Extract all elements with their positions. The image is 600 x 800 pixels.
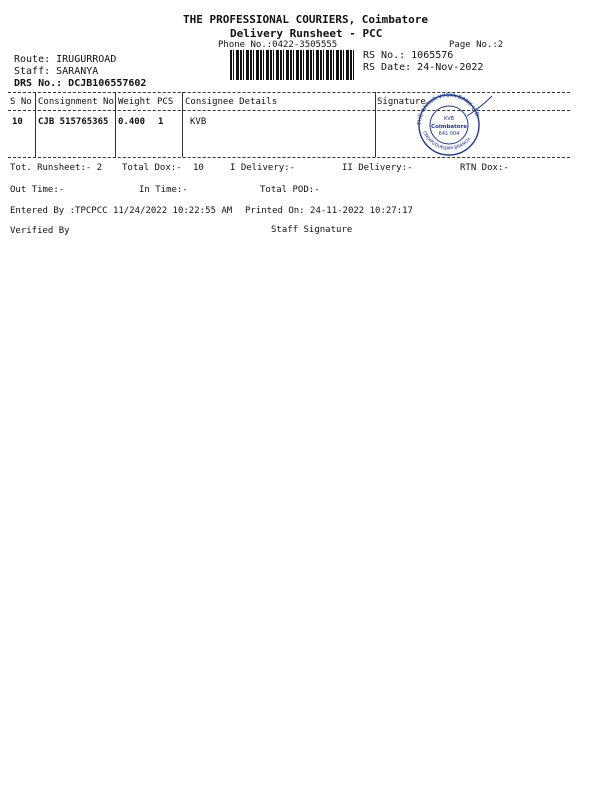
total-dox-label: Total Dox:-: [122, 163, 182, 173]
column-header-consignment: Consignment No: [38, 97, 114, 107]
rs-date: RS Date: 24-Nov-2022: [363, 62, 484, 73]
staff-signature: Staff Signature: [271, 225, 353, 235]
column-header-sno: S No: [10, 97, 32, 107]
total-dox-value: 10: [193, 163, 204, 173]
in-time: In Time:-: [139, 185, 188, 195]
column-divider: [115, 92, 116, 157]
column-header-weight: Weight: [118, 97, 151, 107]
column-divider: [182, 92, 183, 157]
row-weight: 0.400: [118, 117, 146, 127]
staff-name: Staff: SARANYA: [14, 66, 99, 77]
first-delivery: I Delivery:-: [230, 163, 296, 173]
column-header-signature: Signature: [377, 97, 426, 107]
verified-by: Verified By: [10, 226, 70, 236]
column-divider: [375, 92, 376, 157]
phone-number: Phone No.:0422-3505555: [218, 40, 338, 50]
bank-stamp: [412, 92, 494, 158]
stamp-branch: Coimbatore: [431, 124, 467, 130]
row-consignee: KVB: [190, 117, 207, 127]
out-time: Out Time:-: [10, 185, 65, 195]
stamp-center: KVB: [443, 116, 455, 122]
column-header-pcs: PCS: [157, 97, 174, 107]
total-runsheet: Tot. Runsheet:- 2: [10, 163, 103, 173]
route: Route: IRUGURROAD: [14, 54, 117, 65]
rs-number: RS No.: 1065576: [363, 50, 454, 61]
stamp-pin: 641 004: [438, 131, 460, 137]
second-delivery: II Delivery:-: [342, 163, 413, 173]
return-dox: RTN Dox:-: [460, 163, 509, 173]
row-sno: 10: [12, 117, 23, 127]
drs-number: DRS No.: DCJB106557602: [14, 78, 147, 89]
stamp-bottom-text: ONDIPUDUR/JAM BRANCH: [421, 130, 473, 152]
row-consignment-no: CJB 515765365: [38, 117, 109, 127]
column-header-consignee: Consignee Details: [185, 97, 278, 107]
row-pcs: 1: [158, 117, 164, 127]
company-name: THE PROFESSIONAL COURIERS, Coimbatore: [183, 13, 429, 26]
document-title: Delivery Runsheet - PCC: [230, 27, 383, 40]
barcode: [230, 50, 356, 80]
stamp-ring-text: THE KARUR VYSYA BANK LTD.: [416, 92, 481, 126]
page-number: Page No.:2: [449, 40, 504, 50]
entered-by: Entered By :TPCPCC 11/24/2022 10:22:55 AM: [10, 206, 233, 216]
column-divider: [35, 92, 36, 157]
total-pod: Total POD:-: [260, 185, 320, 195]
printed-on: Printed On: 24-11-2022 10:27:17: [245, 206, 413, 216]
